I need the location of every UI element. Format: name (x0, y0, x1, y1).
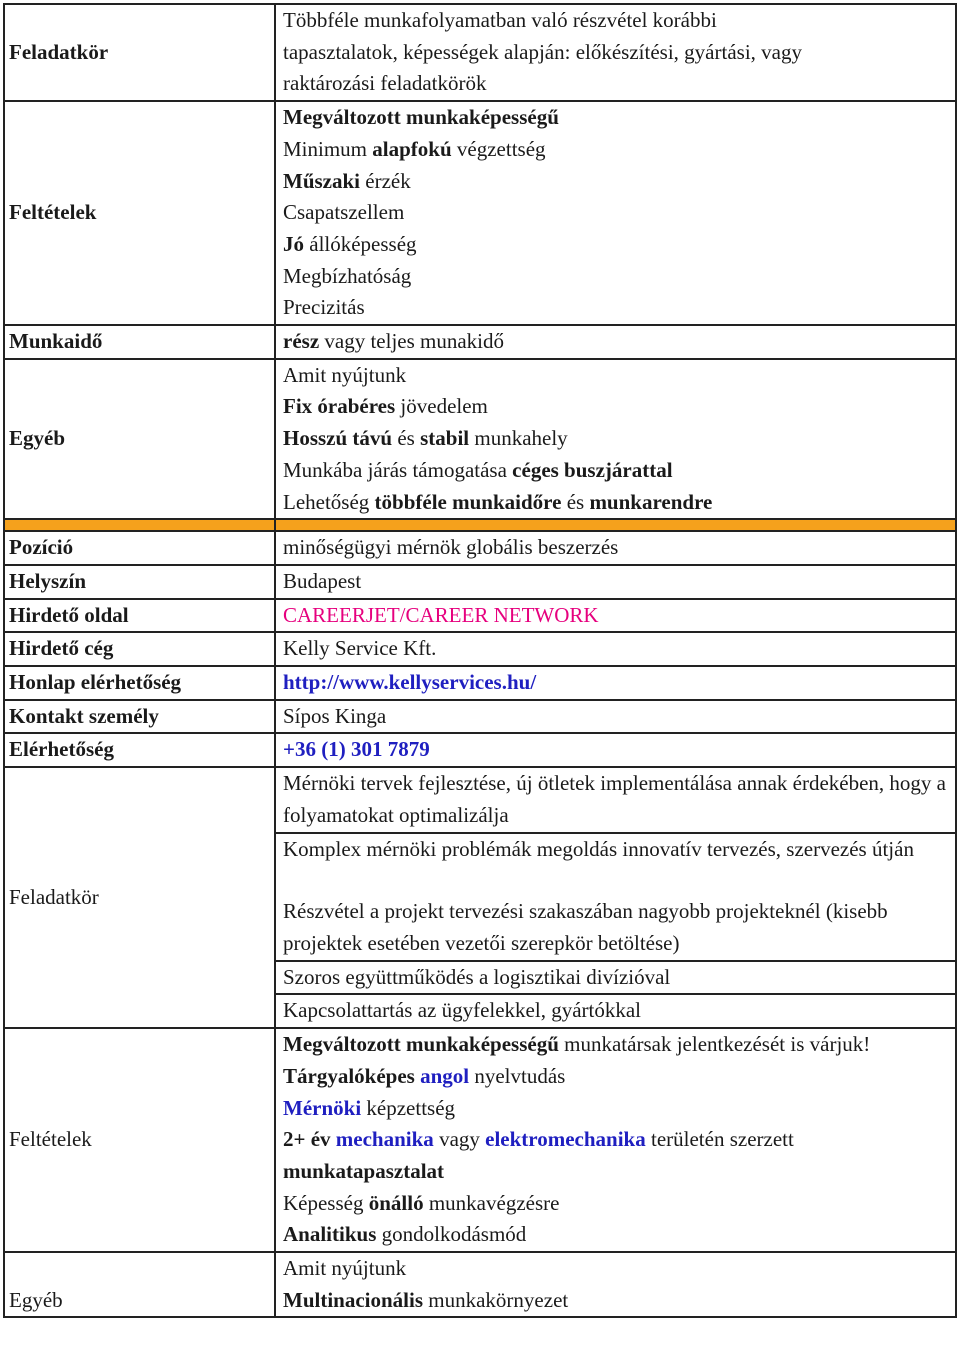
task-item: Mérnöki tervek fejlesztése, új ötletek implementálása annak érdekében, hogy a folyamatokat optimalizálja (283, 771, 946, 827)
requirement-item: Képesség önálló munkavégzésre (283, 1190, 560, 1215)
text-line: Munkába járás támogatása céges buszjárattal (283, 457, 673, 482)
task-item-wrap (276, 832, 955, 897)
requirement-item: Tárgyalóképes angol nyelvtudás (283, 1063, 566, 1088)
row-munkaido (4, 325, 956, 359)
label-honlap: Honlap elérhetőség (4, 666, 275, 700)
task-item-wrap (276, 993, 955, 1027)
label-feladatkor: Feladatkör (4, 767, 275, 1028)
text-line: Hosszú távú és stabil munkahely (283, 426, 568, 451)
text-line: Amit nyújtunk (283, 362, 407, 387)
value-elerhetoseg (275, 733, 956, 767)
task-item: Kapcsolattartás az ügyfelekkel, gyártókkal (283, 998, 642, 1023)
label-feladatkor: Feladatkör (4, 4, 275, 101)
text-line: Csapatszellem (283, 200, 405, 225)
text-line: raktározási feladatkörök (283, 71, 487, 96)
label-elerhetoseg: Elérhetőség (4, 733, 275, 767)
label-munkaido: Munkaidő (4, 325, 275, 359)
row-egyeb-2 (4, 1252, 956, 1317)
row-hirdeto-oldal (4, 599, 956, 633)
task-item: Komplex mérnöki problémák megoldás innovatív tervezés, szervezés útján (283, 836, 914, 861)
text-line: Amit nyújtunk (283, 1256, 407, 1281)
text-line: tapasztalatok, képességek alapján: előkészítési, gyártási, vagy (283, 39, 802, 64)
row-feltetelek-1 (4, 101, 956, 325)
text-line: Fix órabéres jövedelem (283, 394, 488, 419)
text-line: Megváltozott munkaképességű (283, 105, 559, 130)
label-pozicio: Pozíció (4, 531, 275, 565)
value-hirdeto-oldal: CAREERJET/CAREER NETWORK (275, 599, 956, 633)
value-helyszin: Budapest (275, 565, 956, 599)
value-kontakt: Sípos Kinga (275, 700, 956, 734)
row-feladatkor-1 (4, 4, 956, 101)
text-line: Megbízhatóság (283, 263, 412, 288)
value-hirdeto-ceg: Kelly Service Kft. (275, 632, 956, 666)
job-listing-sheet (3, 3, 955, 1318)
label-helyszin: Helyszín (4, 565, 275, 599)
website-link[interactable]: http://www.kellyservices.hu/ (283, 670, 537, 695)
value-egyeb (275, 1252, 956, 1317)
label-egyeb: Egyéb (4, 359, 275, 520)
text-line: Multinacionális munkakörnyezet (283, 1287, 569, 1312)
label-egyeb: Egyéb (4, 1252, 275, 1317)
phone-link[interactable]: +36 (1) 301 7879 (283, 737, 430, 762)
text-line: Precizitás (283, 295, 365, 320)
separator-cell (4, 519, 275, 531)
value-honlap (275, 666, 956, 700)
label-feltetelek: Feltételek (4, 101, 275, 325)
requirement-item: 2+ év mechanika vagy elektromechanika területén szerzett munkatapasztalat (283, 1127, 794, 1183)
row-elerhetoseg (4, 733, 956, 767)
row-pozicio (4, 531, 956, 565)
row-egyeb-1 (4, 359, 956, 520)
row-helyszin (4, 565, 956, 599)
row-feltetelek-2 (4, 1028, 956, 1252)
task-item: Részvétel a projekt tervezési szakaszában nagyobb projekteknél (kisebb projektek esetében vezetői szerepkör betöltése) (283, 899, 888, 955)
value-pozicio: minőségügyi mérnök globális beszerzés (275, 531, 956, 565)
requirement-item: Analitikus gondolkodásmód (283, 1222, 527, 1247)
value-feltetelek (275, 1028, 956, 1252)
requirement-item: Megváltozott munkaképességű munkatársak jelentkezését is várjuk! (283, 1032, 871, 1057)
separator-row (4, 519, 956, 531)
row-honlap (4, 666, 956, 700)
task-item: Szoros együttműködés a logisztikai divízióval (283, 964, 671, 989)
text-line: Lehetőség többféle munkaidőre és munkarendre (283, 489, 713, 514)
row-feladatkor-2 (4, 767, 956, 1028)
text-line: rész vagy teljes munakidő (283, 329, 505, 354)
row-hirdeto-ceg (4, 632, 956, 666)
value-feltetelek (275, 101, 956, 325)
value-feladatkor (275, 767, 956, 1028)
text-line: Minimum alapfokú végzettség (283, 136, 546, 161)
label-kontakt: Kontakt személy (4, 700, 275, 734)
label-hirdeto-ceg: Hirdető cég (4, 632, 275, 666)
value-feladatkor (275, 4, 956, 101)
requirement-item: Mérnöki képzettség (283, 1095, 456, 1120)
label-hirdeto-oldal: Hirdető oldal (4, 599, 275, 633)
value-egyeb (275, 359, 956, 520)
text-line: Műszaki érzék (283, 168, 411, 193)
task-item-wrap (276, 960, 955, 994)
text-line: Jó állóképesség (283, 231, 417, 256)
text-line: Többféle munkafolyamatban való részvétel korábbi (283, 8, 717, 32)
label-feltetelek: Feltételek (4, 1028, 275, 1252)
separator-cell (275, 519, 956, 531)
job-table-1 (3, 3, 957, 1318)
row-kontakt (4, 700, 956, 734)
value-munkaido (275, 325, 956, 359)
